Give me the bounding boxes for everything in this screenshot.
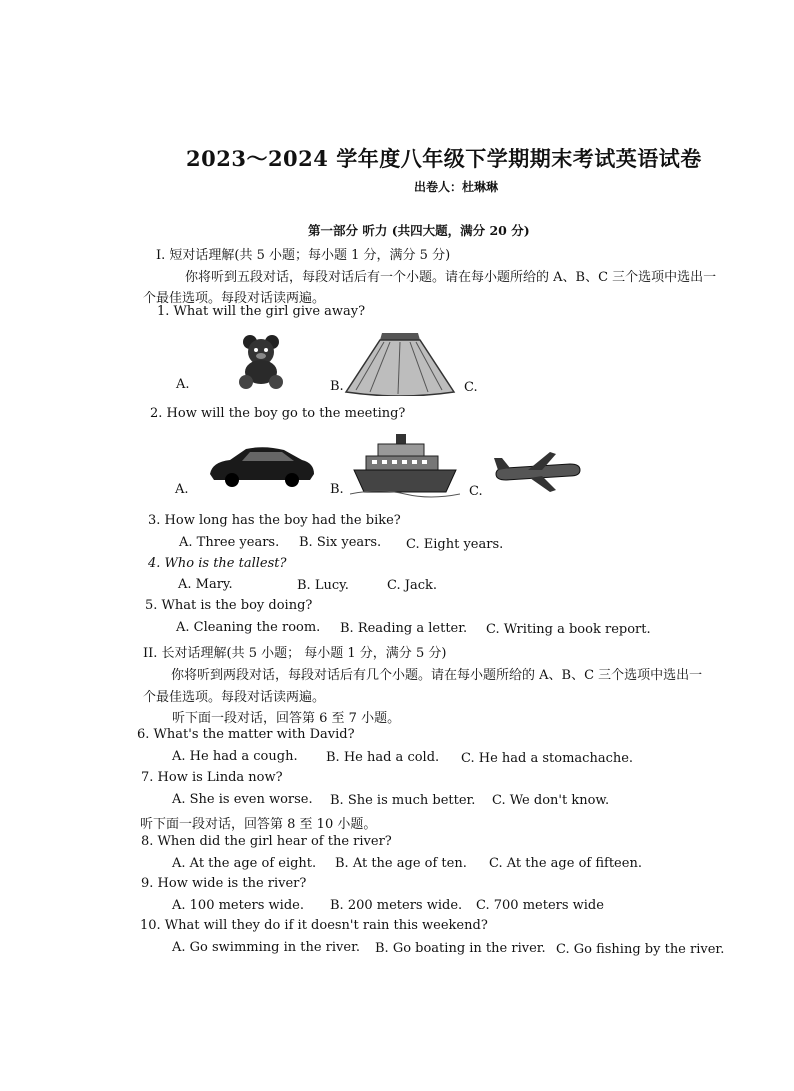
q9-question: 9. How wide is the river? bbox=[141, 876, 307, 891]
section2-lead-6-7: 听下面一段对话，回答第 6 至 7 小题。 bbox=[172, 711, 401, 726]
q6-option-c[interactable]: C. He had a stomachache. bbox=[461, 751, 634, 766]
q6-option-b[interactable]: B. He had a cold. bbox=[326, 750, 440, 765]
skirt-icon[interactable] bbox=[340, 330, 460, 400]
q8-option-c[interactable]: C. At the age of fifteen. bbox=[489, 856, 642, 871]
q5-option-b[interactable]: B. Reading a letter. bbox=[340, 621, 468, 636]
q1-question: 1. What will the girl give away? bbox=[157, 304, 366, 319]
q7-question: 7. How is Linda now? bbox=[141, 770, 283, 785]
q6-option-a[interactable]: A. He had a cough. bbox=[172, 749, 298, 764]
q3-option-a[interactable]: A. Three years. bbox=[179, 535, 280, 550]
q1-option-b[interactable]: B. bbox=[330, 379, 344, 394]
q8-question: 8. When did the girl hear of the river? bbox=[141, 834, 392, 849]
q4-option-b[interactable]: B. Lucy. bbox=[297, 578, 349, 593]
section2-instruction-1: 你将听到两段对话，每段对话后有几个小题。请在每小题所给的 A、B、C 三个选项中选出一 bbox=[171, 668, 703, 683]
q10-option-c[interactable]: C. Go fishing by the river. bbox=[556, 942, 725, 957]
q2-option-b[interactable]: B. bbox=[330, 482, 344, 497]
section1-heading: I. 短对话理解(共 5 小题；每小题 1 分，满分 5 分) bbox=[156, 248, 451, 263]
section2-lead-8-10: 听下面一段对话，回答第 8 至 10 小题。 bbox=[140, 817, 377, 832]
car-icon[interactable] bbox=[206, 444, 318, 492]
ship-icon[interactable] bbox=[350, 432, 460, 504]
section2-instruction-2: 个最佳选项。每段对话读两遍。 bbox=[143, 690, 326, 705]
q3-option-c[interactable]: C. Eight years. bbox=[406, 537, 504, 552]
teddy-bear-icon[interactable] bbox=[232, 334, 292, 393]
q4-option-a[interactable]: A. Mary. bbox=[178, 577, 233, 592]
section1-instruction-1: 你将听到五段对话，每段对话后有一个小题。请在每小题所给的 A、B、C 三个选项中选出一 bbox=[185, 270, 717, 285]
q1-option-a[interactable]: A. bbox=[176, 377, 190, 392]
q2-option-c[interactable]: C. bbox=[469, 484, 483, 499]
q2-option-a[interactable]: A. bbox=[175, 482, 189, 497]
q10-option-a[interactable]: A. Go swimming in the river. bbox=[172, 940, 361, 955]
q5-option-c[interactable]: C. Writing a book report. bbox=[486, 622, 651, 637]
section1-instruction-2: 个最佳选项。每段对话读两遍。 bbox=[143, 291, 326, 306]
q5-option-a[interactable]: A. Cleaning the room. bbox=[176, 620, 321, 635]
page-title: 2023～2024 学年度八年级下学期期末考试英语试卷 bbox=[186, 146, 702, 171]
q9-option-c[interactable]: C. 700 meters wide bbox=[476, 898, 604, 913]
q3-option-b[interactable]: B. Six years. bbox=[299, 535, 382, 550]
q4-question: 4. Who is the tallest? bbox=[148, 556, 287, 571]
q6-question: 6. What's the matter with David? bbox=[137, 727, 355, 742]
q3-question: 3. How long has the boy had the bike? bbox=[148, 513, 401, 528]
q8-option-a[interactable]: A. At the age of eight. bbox=[172, 856, 317, 871]
part-heading: 第一部分 听力 (共四大题，满分 20 分) bbox=[308, 223, 530, 238]
q9-option-b[interactable]: B. 200 meters wide. bbox=[330, 898, 463, 913]
q10-option-b[interactable]: B. Go boating in the river. bbox=[375, 941, 546, 956]
q4-option-c[interactable]: C. Jack. bbox=[387, 578, 438, 593]
q8-option-b[interactable]: B. At the age of ten. bbox=[335, 856, 467, 871]
airplane-icon[interactable] bbox=[492, 450, 582, 498]
q7-option-c[interactable]: C. We don't know. bbox=[492, 793, 610, 808]
q5-question: 5. What is the boy doing? bbox=[145, 598, 313, 613]
author-line: 出卷人：杜琳琳 bbox=[414, 180, 499, 194]
q7-option-a[interactable]: A. She is even worse. bbox=[172, 792, 313, 807]
q2-question: 2. How will the boy go to the meeting? bbox=[150, 406, 406, 421]
q1-option-c[interactable]: C. bbox=[464, 380, 478, 395]
q9-option-a[interactable]: A. 100 meters wide. bbox=[172, 898, 304, 913]
q10-question: 10. What will they do if it doesn't rain this weekend? bbox=[140, 918, 488, 933]
section2-heading: II. 长对话理解(共 5 小题； 每小题 1 分，满分 5 分) bbox=[143, 646, 447, 661]
q7-option-b[interactable]: B. She is much better. bbox=[330, 793, 476, 808]
